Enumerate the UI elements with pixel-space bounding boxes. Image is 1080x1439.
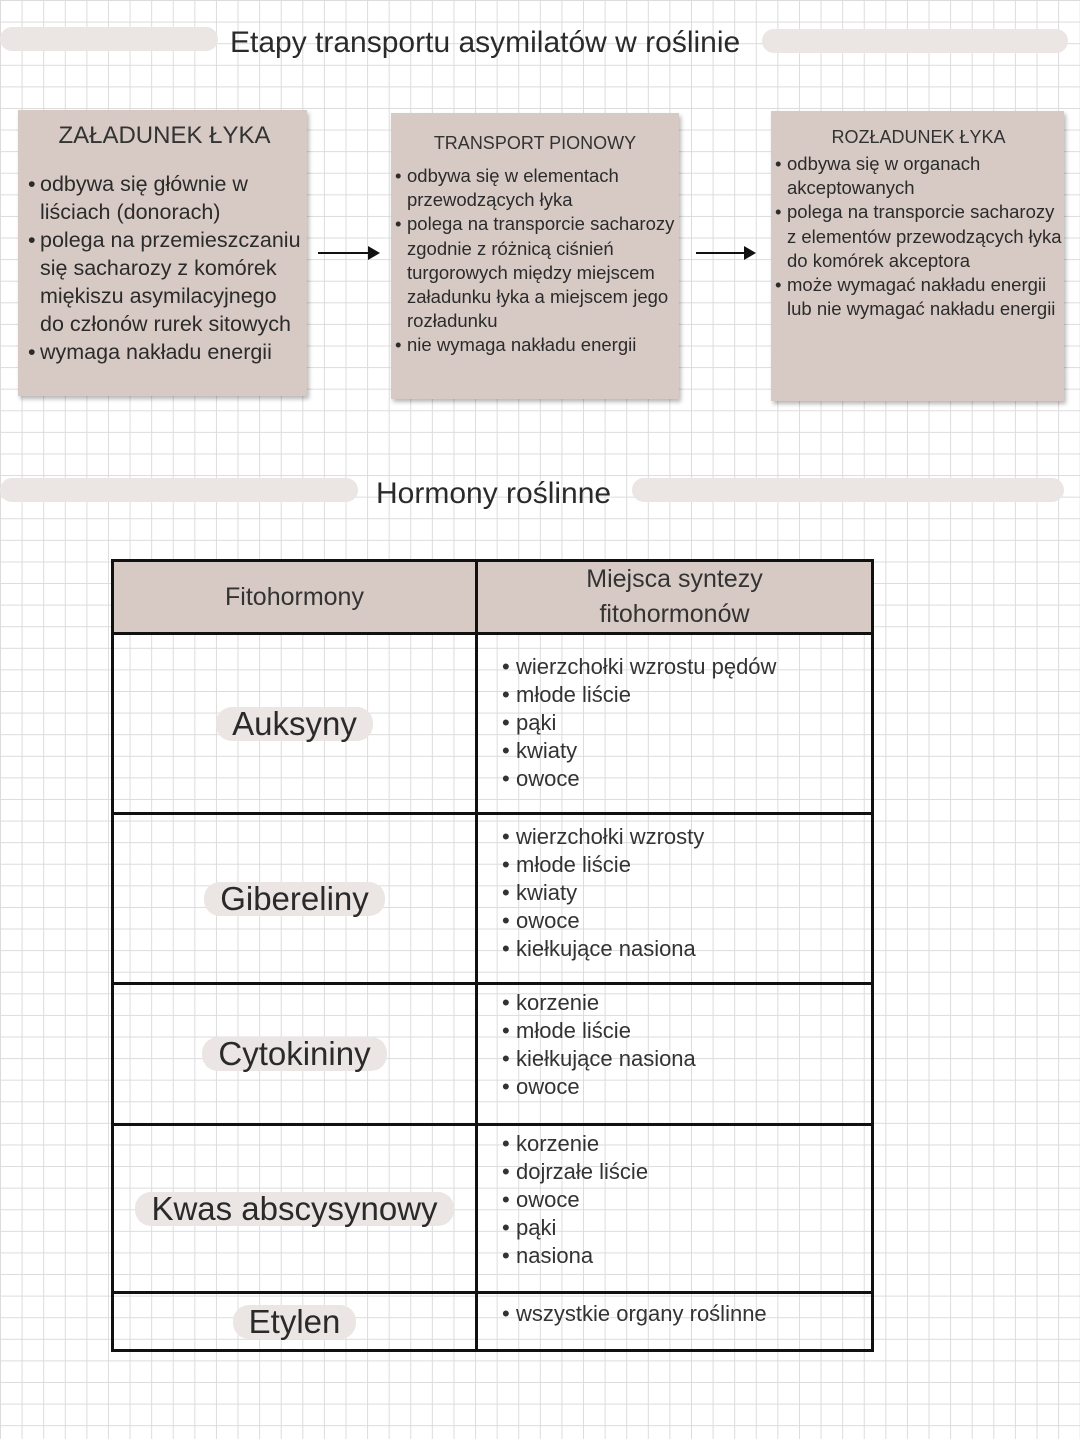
stage-card-points <box>28 170 301 366</box>
table-header-row <box>113 561 873 634</box>
synthesis-sites-cell <box>477 984 873 1125</box>
stage-card-points <box>395 164 675 358</box>
synthesis-sites-list <box>478 1130 871 1270</box>
stage-card-points <box>775 152 1062 321</box>
arrow-right-icon <box>318 252 378 254</box>
hormone-name: Cytokininy <box>202 1037 386 1071</box>
list-item: • owoce <box>502 907 871 935</box>
table-row <box>113 814 873 984</box>
section2-title: Hormony roślinne <box>376 477 612 510</box>
table-row <box>113 984 873 1125</box>
list-item: • pąki <box>502 709 871 737</box>
list-item: • pąki <box>502 1214 871 1242</box>
list-item: • dojrzałe liście <box>502 1158 871 1186</box>
stage-card-title: ROZŁADUNEK ŁYKA <box>831 127 1006 147</box>
list-item: • kwiaty <box>502 737 871 765</box>
stage-card-title: TRANSPORT PIONOWY <box>433 133 637 153</box>
stage-card-title: ZAŁADUNEK ŁYKA <box>58 122 271 149</box>
stage-card-phloem-loading <box>18 110 307 396</box>
hormone-name: Etylen <box>233 1305 357 1339</box>
column-header-hormones: Fitohormony <box>113 561 477 634</box>
table-row <box>113 634 873 814</box>
synthesis-sites-cell <box>477 1293 873 1351</box>
list-item: • korzenie <box>502 989 871 1017</box>
section1-title: Etapy transportu asymilatów w roślinie <box>230 26 741 59</box>
hormone-name-cell <box>113 634 477 814</box>
synthesis-sites-cell <box>477 814 873 984</box>
stage-card-point: • nie wymaga nakładu energii <box>395 333 675 357</box>
hormones-table <box>111 559 874 1352</box>
list-item: • wierzchołki wzrostu pędów <box>502 653 871 681</box>
list-item: • nasiona <box>502 1242 871 1270</box>
stage-card-point: • odbywa się głównie w liściach (donorach) <box>28 170 301 226</box>
list-item: • owoce <box>502 1186 871 1214</box>
synthesis-sites-list <box>478 653 871 793</box>
stage-card-point: • odbywa się w organach akceptowanych <box>775 152 1062 200</box>
list-item: • młode liście <box>502 681 871 709</box>
title-bar-right <box>762 29 1068 53</box>
stage-card-point: • wymaga nakładu energii <box>28 338 301 366</box>
list-item: • kiełkujące nasiona <box>502 1045 871 1073</box>
list-item: • wierzchołki wzrosty <box>502 823 871 851</box>
stage-card-vertical-transport <box>391 113 679 399</box>
list-item: • wszystkie organy roślinne <box>502 1300 871 1328</box>
synthesis-sites-cell <box>477 1125 873 1293</box>
table-row <box>113 1125 873 1293</box>
synthesis-sites-cell <box>477 634 873 814</box>
title-bar-left <box>0 478 358 502</box>
hormone-name-cell <box>113 814 477 984</box>
list-item: • owoce <box>502 1073 871 1101</box>
stage-card-point: • odbywa się w elementach przewodzących łyka <box>395 164 675 212</box>
stage-card-point: • polega na przemieszczaniu się sacharozy z komórek miękiszu asymilacyjnego do członów rurek sitowych <box>28 226 301 338</box>
title-bar-left <box>0 27 218 51</box>
stage-card-point: • polega na transporcie sacharozy zgodnie z różnicą ciśnień turgorowych między miejscem załadunku łyka a miejscem jego rozładunku <box>395 212 675 333</box>
list-item: • kwiaty <box>502 879 871 907</box>
column-header-synthesis-sites: Miejsca syntezy fitohormonów <box>477 561 873 634</box>
title-bar-right <box>632 478 1064 502</box>
list-item: • korzenie <box>502 1130 871 1158</box>
stage-card-point: • polega na transporcie sacharozy z elementów przewodzących łyka do komórek akceptora <box>775 200 1062 273</box>
arrow-right-icon <box>696 252 754 254</box>
hormone-name: Auksyny <box>216 707 373 741</box>
table-row <box>113 1293 873 1351</box>
stage-card-point: • może wymagać nakładu energii lub nie wymagać nakładu energii <box>775 273 1062 321</box>
synthesis-sites-list <box>478 989 871 1101</box>
hormone-name-cell <box>113 1125 477 1293</box>
hormone-name: Gibereliny <box>204 882 385 916</box>
list-item: • owoce <box>502 765 871 793</box>
hormone-name-cell <box>113 1293 477 1351</box>
hormone-name-cell <box>113 984 477 1125</box>
stage-card-phloem-unloading <box>771 111 1064 401</box>
synthesis-sites-list <box>478 823 871 963</box>
hormone-name: Kwas abscysynowy <box>135 1192 453 1226</box>
list-item: • kiełkujące nasiona <box>502 935 871 963</box>
list-item: • młode liście <box>502 851 871 879</box>
list-item: • młode liście <box>502 1017 871 1045</box>
synthesis-sites-list <box>478 1300 871 1328</box>
